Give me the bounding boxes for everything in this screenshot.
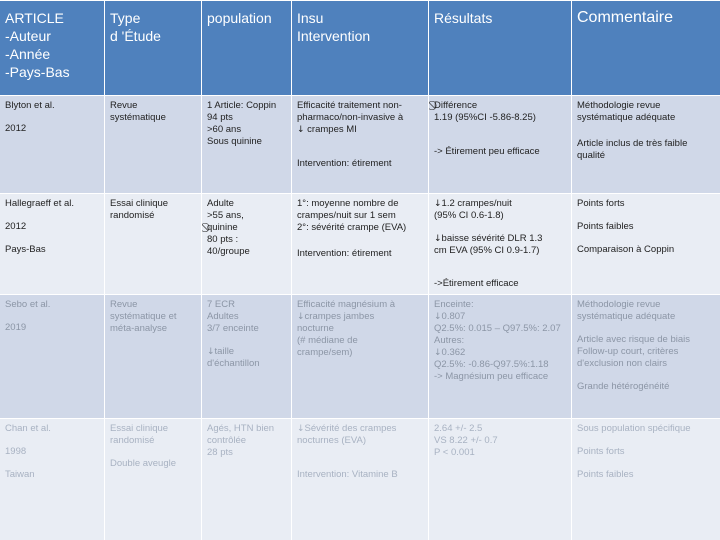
commentaire-text-2: Article avec risque de biais Follow-up court, critères d'exclusion non clairs — [577, 334, 690, 369]
population-cell — [202, 194, 292, 294]
header-resultats: Résultats — [429, 1, 572, 95]
article-year: 1998 — [5, 446, 27, 457]
population-cell: Agés, HTN bien contrôlée 28 pts — [202, 419, 292, 540]
commentaire-text-3: Grande hétérogénéité — [577, 381, 670, 392]
population-text: 7 ECR Adultes 3/7 enceinte — [207, 299, 259, 334]
header-type: Type d 'Étude — [105, 1, 202, 95]
intervention-cell — [292, 96, 429, 193]
commentaire-cell — [572, 419, 720, 540]
article-country: Pays-Bas — [5, 244, 46, 255]
commentaire-text: Méthodologie revue systématique adéquate — [577, 100, 676, 123]
table-row — [0, 95, 720, 193]
commentaire-text: Méthodologie revue systématique adéquate — [577, 299, 676, 322]
commentaire-text-2: Points forts — [577, 446, 625, 457]
type-cell: Revue systématique — [105, 96, 202, 193]
resultats-text: ↓1.2 crampes/nuit (95% CI 0.6-1.8) — [434, 198, 512, 221]
commentaire-text: Points forts — [577, 198, 625, 209]
commentaire-text-3: Points faibles — [577, 469, 634, 480]
type-cell — [105, 419, 202, 540]
article-year: 2012 — [5, 123, 27, 134]
intervention-text: 1°: moyenne nombre de crampes/nuit sur 1 sem 2°: sévérité crampe (EVA) — [297, 198, 407, 233]
arrow-down-icon: ↓ — [434, 199, 442, 209]
resultats-cell: 2.64 +/- 2.5 VS 8.22 +/- 0.7 P < 0.001 — [429, 419, 572, 540]
resultats-text-2: ↓baisse sévérité DLR 1.3 cm EVA (95% CI 0.9-1.7) — [434, 233, 543, 256]
commentaire-text-2: Points faibles — [577, 221, 634, 232]
article-year: 2019 — [5, 322, 27, 333]
intervention-text: Efficacité magnésium à ↓crampes jambes nocturne (# médiane de crampe/sem) — [297, 299, 396, 358]
arrow-down-icon: ↓ — [297, 312, 305, 322]
population-text-2: ↓taille d'échantillon — [207, 346, 260, 369]
resultats-conclusion: -> Étirement peu efficace — [434, 146, 540, 157]
header-population: population — [202, 1, 292, 95]
type-text: Essai clinique randomisé — [110, 423, 169, 446]
article-cell — [0, 194, 105, 294]
table-header-row — [0, 0, 720, 95]
intervention-type: Intervention: étirement — [297, 158, 392, 169]
commentaire-text: Sous population spécifique — [577, 423, 691, 434]
intervention-cell — [292, 295, 429, 418]
header-article: ARTICLE -Auteur -Année -Pays-Bas — [0, 1, 105, 95]
article-author: Chan et al. — [5, 423, 51, 434]
type-text-2: Double aveugle — [110, 458, 177, 469]
arrow-down-icon: ↓ — [297, 125, 305, 135]
article-author: Sebo et al. — [5, 299, 51, 310]
resultats-cell — [429, 96, 572, 193]
population-cell — [202, 295, 292, 418]
arrow-down-icon: ↓ — [297, 424, 305, 434]
population-cell: 1 Article: Coppin 94 pts >60 ans Sous quinine — [202, 96, 292, 193]
intervention-type: Intervention: étirement — [297, 248, 392, 259]
arrow-down-icon: ↓ — [434, 234, 442, 244]
intervention-cell — [292, 419, 429, 540]
arrow-down-icon: ↓ — [434, 312, 442, 322]
intervention-text: Efficacité traitement non- pharmaco/non-invasive à ↓ crampes MI — [297, 100, 404, 135]
resultats-cell — [429, 295, 572, 418]
commentaire-cell — [572, 96, 720, 193]
article-cell — [0, 295, 105, 418]
article-author: Hallegraeff et al. — [5, 198, 75, 209]
table-row — [0, 418, 720, 540]
commentaire-text-2: Article inclus de très faible qualité — [577, 138, 688, 161]
type-cell: Revue systématique et méta-analyse — [105, 295, 202, 418]
article-cell — [0, 96, 105, 193]
intervention-cell — [292, 194, 429, 294]
header-intervention: Insu Intervention — [292, 1, 429, 95]
intervention-text: ↓Sévérité des crampes nocturnes (EVA) — [297, 423, 397, 446]
resultats-text: Enceinte: ↓0.807 Q2.5%: 0.015 – Q97.5%: 2.07 Autres: ↓0.362 Q2.5%: -0.86-Q97.5%:1.18 -> Magnésium peu efficace — [434, 299, 561, 382]
type-cell: Essai clinique randomisé — [105, 194, 202, 294]
intervention-type: Intervention: Vitamine B — [297, 469, 398, 480]
resultats-text: Différence 1.19 (95%CI -5.86-8.25) — [434, 100, 536, 123]
header-commentaire: Commentaire — [577, 9, 674, 26]
population-text: Adulte >55 ans, quinine 80 pts : 40/groupe — [207, 198, 250, 257]
arrow-down-icon: ↓ — [434, 348, 442, 358]
article-country: Taiwan — [5, 469, 35, 480]
table-row — [0, 294, 720, 418]
spanning-conclusion: ->Étirement efficace — [434, 278, 519, 289]
commentaire-cell — [572, 295, 720, 418]
article-year: 2012 — [5, 221, 27, 232]
article-cell — [0, 419, 105, 540]
commentaire-text-3: Comparaison à Coppin — [577, 244, 675, 255]
article-author: Blyton et al. — [5, 100, 55, 111]
arrow-down-icon: ↓ — [207, 347, 215, 357]
